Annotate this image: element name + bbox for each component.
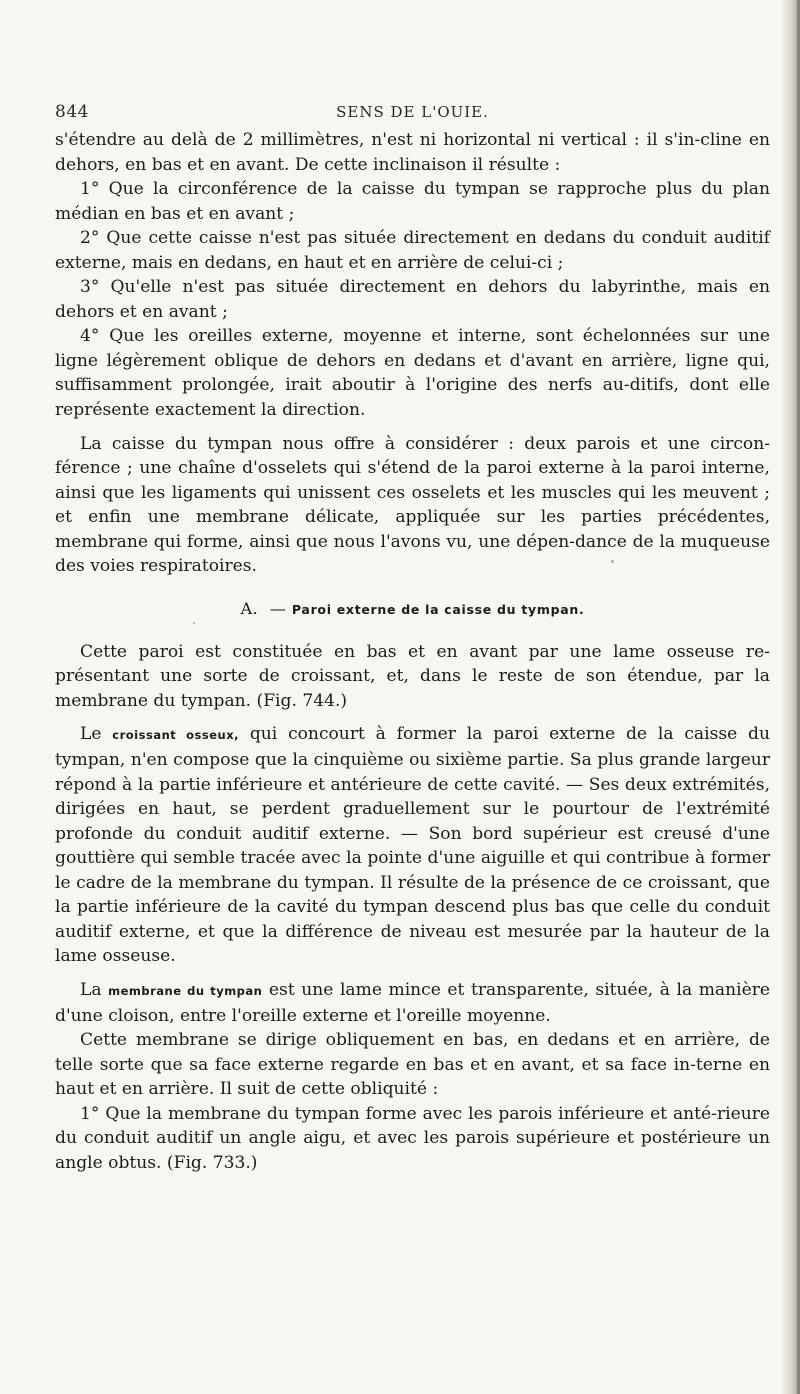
- section-heading-a: [55, 597, 770, 622]
- paragraph-croissant: [55, 722, 770, 968]
- print-speck: [611, 560, 614, 563]
- print-speck: [193, 622, 195, 624]
- body-text: [55, 128, 770, 1175]
- section-dash: —: [269, 598, 287, 618]
- term-membrane-du-tympan: membrane du tympan: [108, 983, 263, 998]
- paragraph-item-3: 3° Qu'elle n'est pas située directement en dehors du labyrinthe, mais en dehors et en avant ;: [55, 277, 770, 322]
- paragraph-membrane-body: est une lame mince et transparente, située, à la manière d'une cloison, entre l'oreille externe et l'oreille moyenne.: [55, 979, 770, 1026]
- paragraph-caisse-overview: La caisse du tympan nous offre à considérer : deux parois et une circon-férence ; une chaîne d'osselets qui s'étend de la paroi externe à la paroi interne, ainsi que les ligaments qui unissent ces osselets et les muscles qui les meuvent ; et enfin une membrane délicate, appliquée sur les parties précédentes, membrane qui forme, ainsi que nous l'avons vu, une dépen-dance de la muqueuse des voies respiratoires.: [55, 433, 770, 577]
- paragraph-membrane: [55, 978, 770, 1028]
- section-letter: A.: [240, 598, 259, 618]
- paragraph-membrane-lead: La: [80, 979, 109, 1000]
- paragraph-paroi: Cette paroi est constituée en bas et en avant par une lame osseuse re-présentant une sorte de croissant, et, dans le reste de son étendue, par la membrane du tympan. (Fig. 744.): [55, 641, 770, 711]
- running-head: SENS DE L'OUIE.: [336, 103, 489, 121]
- term-croissant-osseux: croissant osseux,: [112, 728, 240, 743]
- page-edge-shadow: [782, 0, 800, 1394]
- paragraph-croissant-body: qui concourt à former la paroi externe de la caisse du tympan, n'en compose que la cinquième ou sixième partie. Sa plus grande largeur répond à la partie inférieure et antérieure de cette cavité. — Ses deux extrémités, dirigées en haut, se perdent graduellement sur le pourtour de l'extrémité profonde du conduit auditif externe. — Son bord supérieur est creusé d'une gouttière qui semble tracée avec la pointe d'une aiguille et qui contribue à former le cadre de la membrane du tympan. Il résulte de la présence de ce croissant, que la partie inférieure de la cavité du tympan descend plus bas que celle du conduit auditif externe, et que la différence de niveau est mesurée par la hauteur de la lame osseuse.: [55, 724, 770, 967]
- paragraph-croissant-lead: Le: [80, 724, 113, 745]
- paragraph-item-1: 1° Que la circonférence de la caisse du tympan se rapproche plus du plan médian en bas et en avant ;: [55, 179, 770, 224]
- paragraph-obliquity: Cette membrane se dirige obliquement en bas, en dedans et en arrière, de telle sorte que sa face externe regarde en bas et en avant, et sa face in-terne en haut et en arrière. Il suit de cette obliquité :: [55, 1030, 770, 1100]
- page-header: [55, 102, 770, 126]
- paragraph-obliquity-item-1: 1° Que la membrane du tympan forme avec les parois inférieure et anté-rieure du conduit auditif un angle aigu, et avec les parois supérieure et postérieure un angle obtus. (Fig. 733.): [55, 1103, 770, 1173]
- paragraph-continuation: s'étendre au delà de 2 millimètres, n'est ni horizontal ni vertical : il s'in-cline en dehors, en bas et en avant. De cette inclinaison il résulte :: [55, 130, 770, 175]
- section-title: Paroi externe de la caisse du tympan.: [291, 601, 585, 617]
- page-number: 844: [55, 102, 89, 122]
- paragraph-item-4: 4° Que les oreilles externe, moyenne et interne, sont échelonnées sur une ligne légèrement oblique de dehors en dedans et d'avant en arrière, ligne qui, suffisamment prolongée, irait aboutir à l'origine des nerfs au-ditifs, dont elle représente exactement la direction.: [55, 326, 770, 421]
- paragraph-item-2: 2° Que cette caisse n'est pas située directement en dedans du conduit auditif externe, mais en dedans, en haut et en arrière de celui-ci ;: [55, 228, 770, 273]
